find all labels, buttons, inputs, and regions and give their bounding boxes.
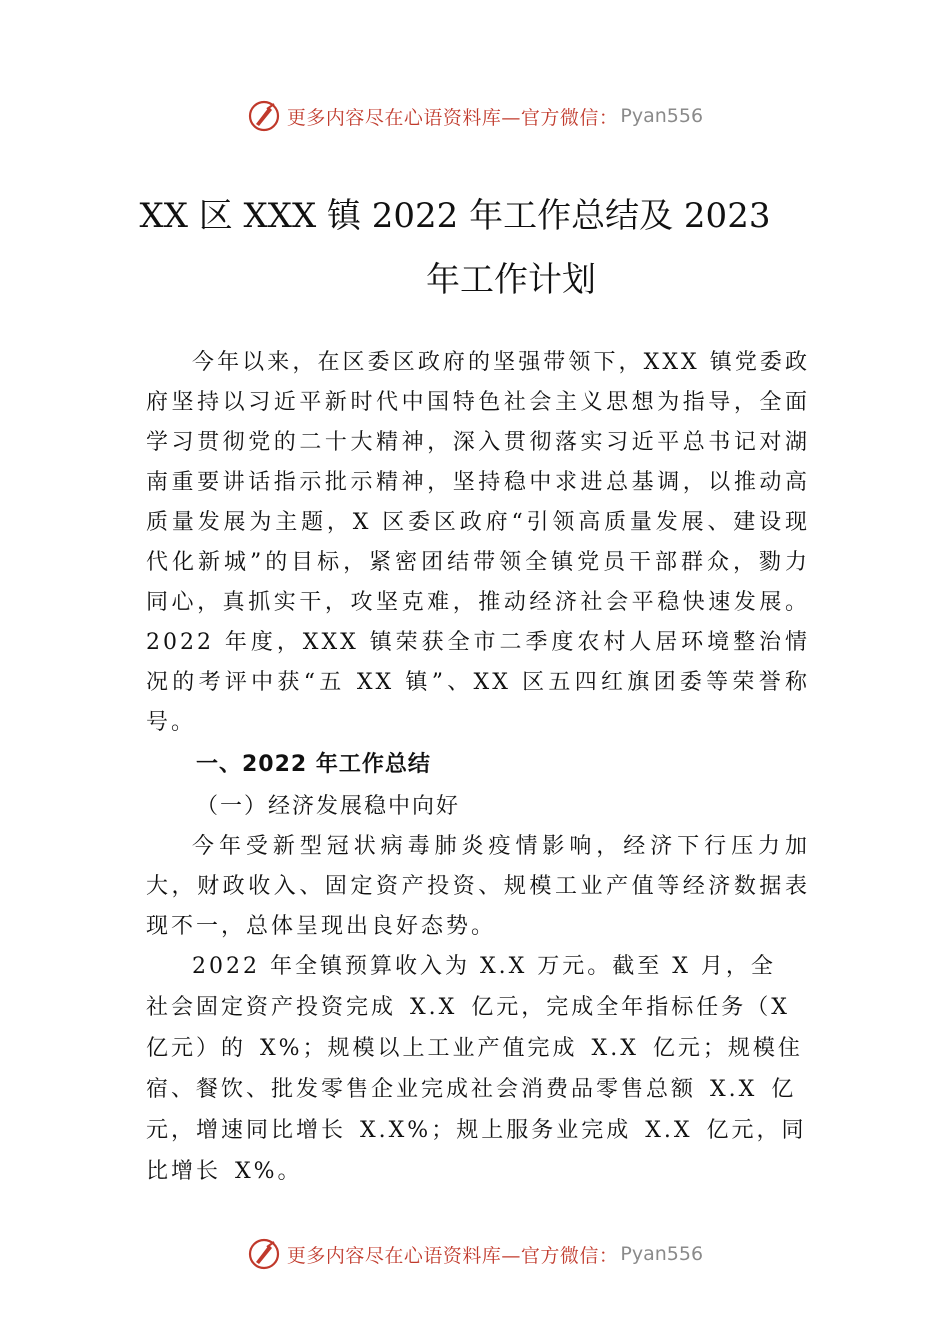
intro-paragraph: 今年以来，在区委区政府的坚强带领下，XXX 镇党委政府坚持以习近平新时代中国特色社会主义思想为指导，全面学习贯彻党的二十大精神，深入贯彻落实习近平总书记对湖南重要讲话指示批示精神，坚持稳中求进总基调，以推动高质量发展为主题，X 区委区政府“引领高质量发展、建设现代化新城”的目标，紧密团结带领全镇党员干部群众，勠力同心，真抓实干，攻坚克难，推动经济社会平稳快速发展。2022 年度，XXX 镇荣获全市二季度农村人居环境整治情况的考评中获“五 XX 镇”、XX 区五四红旗团委等荣誉称号。 (146, 350, 810, 735)
stats-paragraph: 社会固定资产投资完成 X.X 亿元，完成全年指标任务（X 亿元）的 X%；规模以上工业产值完成 X.X 亿元；规模住宿、餐饮、批发零售企业完成社会消费品零售总额 X.X 亿元，增速同比增长 X.X%；规上服务业完成 X.X 亿元，同比增长 X%。 (146, 995, 807, 1184)
watermark-wechat-id: Pyan556 (620, 105, 704, 127)
document-title-line1: XX 区 XXX 镇 2022 年工作总结及 2023 (139, 196, 771, 236)
watermark-text: 更多内容尽在心语资料库—官方微信： (286, 106, 619, 129)
quill-pen-seal-icon (247, 99, 281, 133)
watermark-header (0, 96, 950, 136)
economy-paragraph: 今年受新型冠状病毒肺炎疫情影响，经济下行压力加大，财政收入、固定资产投资、规模工业产值等经济数据表现不一，总体呈现出良好态势。 (146, 834, 810, 939)
watermark-wechat-id: Pyan556 (620, 1243, 704, 1265)
quill-pen-seal-icon (247, 1237, 281, 1271)
watermark-footer (0, 1234, 950, 1274)
stats-paragraph-first-line: 2022 年全镇预算收入为 X.X 万元。截至 X 月，全 (192, 954, 776, 979)
section-heading: 一、2022 年工作总结 (196, 752, 431, 777)
subsection-heading: （一）经济发展稳中向好 (196, 794, 461, 819)
document-body (146, 343, 810, 1192)
watermark-text: 更多内容尽在心语资料库—官方微信： (286, 1244, 619, 1267)
document-title-line2: 年工作计划 (426, 260, 596, 300)
